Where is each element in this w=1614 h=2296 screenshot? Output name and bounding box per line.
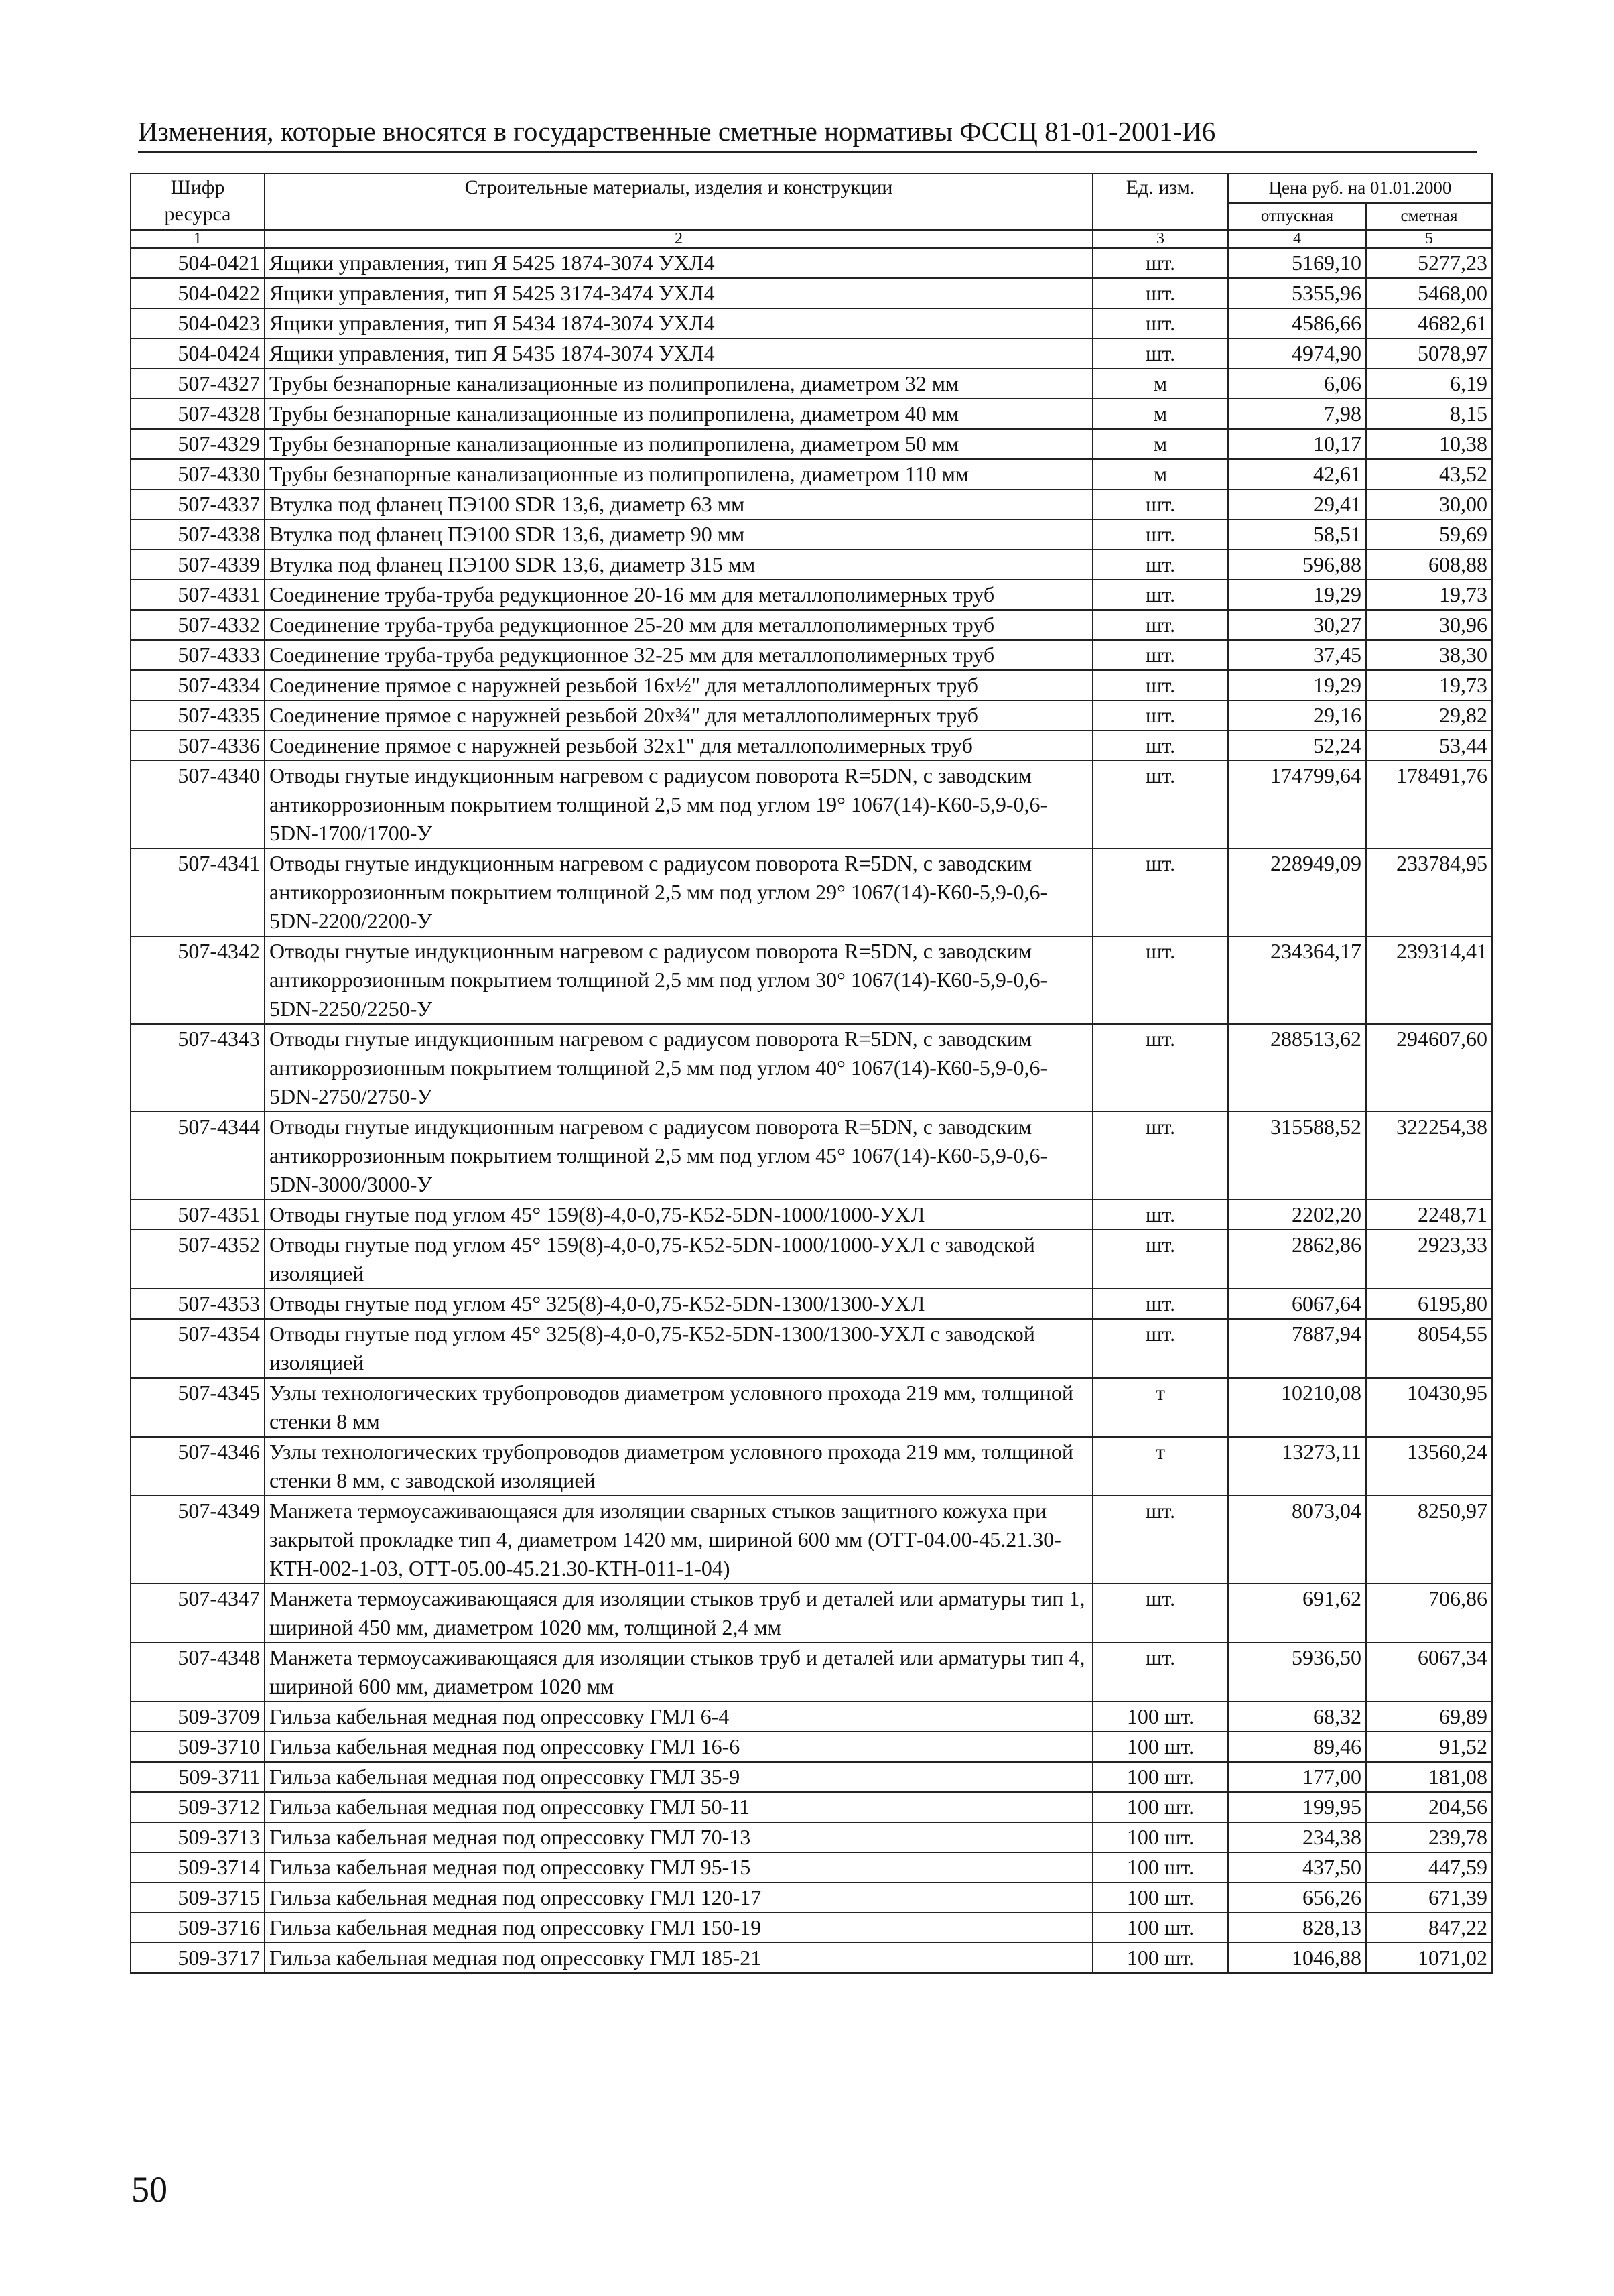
row-name: Гильза кабельная медная под опрессовку ГМЛ 6-4 <box>265 1702 1093 1732</box>
row-release-price: 13273,11 <box>1228 1437 1366 1496</box>
row-release-price: 1046,88 <box>1228 1943 1366 1973</box>
row-estimate-price: 671,39 <box>1366 1883 1492 1913</box>
column-number: 4 <box>1228 230 1366 248</box>
table-row <box>131 369 1492 399</box>
row-unit: шт. <box>1093 700 1228 730</box>
table-row <box>131 248 1492 278</box>
column-number: 2 <box>265 230 1093 248</box>
row-name: Соединение прямое с наружней резьбой 16х½" для металлополимерных труб <box>265 670 1093 700</box>
table-row <box>131 399 1492 429</box>
row-unit: шт. <box>1093 1200 1228 1230</box>
table-row <box>131 1943 1492 1973</box>
row-unit: 100 шт. <box>1093 1822 1228 1852</box>
row-name: Трубы безнапорные канализационные из полипропилена, диаметром 110 мм <box>265 459 1093 489</box>
row-name: Гильза кабельная медная под опрессовку ГМЛ 120-17 <box>265 1883 1093 1913</box>
page-number: 50 <box>131 2169 167 2210</box>
row-code: 507-4354 <box>131 1319 265 1378</box>
row-name: Гильза кабельная медная под опрессовку ГМЛ 35-9 <box>265 1762 1093 1792</box>
table-row <box>131 1702 1492 1732</box>
row-release-price: 29,41 <box>1228 489 1366 519</box>
table-row <box>131 1883 1492 1913</box>
row-estimate-price: 10,38 <box>1366 429 1492 459</box>
row-code: 507-4336 <box>131 730 265 761</box>
row-name: Гильза кабельная медная под опрессовку ГМЛ 95-15 <box>265 1852 1093 1883</box>
row-unit: шт. <box>1093 1584 1228 1643</box>
table-row <box>131 1200 1492 1230</box>
table-row <box>131 1112 1492 1200</box>
row-unit: шт. <box>1093 1496 1228 1584</box>
row-code: 507-4346 <box>131 1437 265 1496</box>
row-estimate-price: 2923,33 <box>1366 1230 1492 1289</box>
row-estimate-price: 181,08 <box>1366 1762 1492 1792</box>
row-unit: м <box>1093 399 1228 429</box>
row-code: 509-3714 <box>131 1852 265 1883</box>
row-unit: м <box>1093 429 1228 459</box>
row-estimate-price: 5078,97 <box>1366 338 1492 369</box>
column-header-name: Строительные материалы, изделия и конструкции <box>265 174 1093 230</box>
row-unit: шт. <box>1093 1319 1228 1378</box>
row-estimate-price: 447,59 <box>1366 1852 1492 1883</box>
table-row <box>131 1496 1492 1584</box>
row-unit: м <box>1093 459 1228 489</box>
row-name: Соединение труба-труба редукционное 32-25 мм для металлополимерных труб <box>265 640 1093 670</box>
table-row <box>131 1289 1492 1319</box>
table-row <box>131 278 1492 308</box>
column-header-code: Шифр ресурса <box>131 174 265 230</box>
table-row <box>131 580 1492 610</box>
row-code: 507-4352 <box>131 1230 265 1289</box>
row-name: Соединение труба-труба редукционное 25-20 мм для металлополимерных труб <box>265 610 1093 640</box>
row-estimate-price: 239314,41 <box>1366 936 1492 1024</box>
row-release-price: 30,27 <box>1228 610 1366 640</box>
row-unit: 100 шт. <box>1093 1702 1228 1732</box>
row-code: 507-4343 <box>131 1024 265 1112</box>
row-code: 507-4327 <box>131 369 265 399</box>
row-unit: шт. <box>1093 848 1228 936</box>
table-row <box>131 519 1492 550</box>
row-estimate-price: 69,89 <box>1366 1702 1492 1732</box>
row-name: Узлы технологических трубопроводов диаметром условного прохода 219 мм, толщиной стенки 8 мм <box>265 1378 1093 1437</box>
row-release-price: 691,62 <box>1228 1584 1366 1643</box>
row-code: 507-4328 <box>131 399 265 429</box>
row-code: 509-3716 <box>131 1913 265 1943</box>
row-release-price: 234364,17 <box>1228 936 1366 1024</box>
row-code: 507-4349 <box>131 1496 265 1584</box>
row-release-price: 7,98 <box>1228 399 1366 429</box>
row-release-price: 6,06 <box>1228 369 1366 399</box>
row-name: Отводы гнутые под углом 45° 159(8)-4,0-0,75-К52-5DN-1000/1000-УХЛ <box>265 1200 1093 1230</box>
table-row <box>131 1024 1492 1112</box>
row-release-price: 89,46 <box>1228 1732 1366 1762</box>
row-unit: шт. <box>1093 936 1228 1024</box>
row-name: Трубы безнапорные канализационные из полипропилена, диаметром 40 мм <box>265 399 1093 429</box>
row-estimate-price: 322254,38 <box>1366 1112 1492 1200</box>
row-unit: 100 шт. <box>1093 1943 1228 1973</box>
row-unit: шт. <box>1093 278 1228 308</box>
row-code: 509-3710 <box>131 1732 265 1762</box>
table-row <box>131 1378 1492 1437</box>
row-code: 507-4334 <box>131 670 265 700</box>
column-number: 5 <box>1366 230 1492 248</box>
row-name: Втулка под фланец ПЭ100 SDR 13,6, диаметр 90 мм <box>265 519 1093 550</box>
table-row <box>131 1732 1492 1762</box>
row-estimate-price: 5277,23 <box>1366 248 1492 278</box>
row-estimate-price: 29,82 <box>1366 700 1492 730</box>
row-unit: т <box>1093 1437 1228 1496</box>
column-header-price: Цена руб. на 01.01.2000 <box>1228 174 1492 203</box>
row-code: 507-4340 <box>131 761 265 848</box>
row-name: Манжета термоусаживающаяся для изоляции сварных стыков защитного кожуха при закрытой прокладке тип 4, диаметром 1420 мм, шириной 600 мм (ОТТ-04.00-45.21.30-КТН-002-1-03, ОТТ-05.00-45.21.30-КТН-011-1-04) <box>265 1496 1093 1584</box>
row-estimate-price: 178491,76 <box>1366 761 1492 848</box>
column-header-release-price: отпускная <box>1228 203 1366 230</box>
row-estimate-price: 30,00 <box>1366 489 1492 519</box>
row-name: Отводы гнутые под углом 45° 325(8)-4,0-0,75-К52-5DN-1300/1300-УХЛ <box>265 1289 1093 1319</box>
row-release-price: 656,26 <box>1228 1883 1366 1913</box>
row-estimate-price: 10430,95 <box>1366 1378 1492 1437</box>
row-name: Отводы гнутые индукционным нагревом с радиусом поворота R=5DN, с заводским антикоррозионным покрытием толщиной 2,5 мм под углом 19° 1067(14)-К60-5,9-0,6-5DN-1700/1700-У <box>265 761 1093 848</box>
row-estimate-price: 43,52 <box>1366 459 1492 489</box>
table-row <box>131 1319 1492 1378</box>
table-row <box>131 1913 1492 1943</box>
row-estimate-price: 2248,71 <box>1366 1200 1492 1230</box>
row-release-price: 199,95 <box>1228 1792 1366 1822</box>
row-unit: т <box>1093 1378 1228 1437</box>
row-estimate-price: 233784,95 <box>1366 848 1492 936</box>
row-release-price: 828,13 <box>1228 1913 1366 1943</box>
table-row <box>131 1822 1492 1852</box>
price-table <box>130 173 1493 1974</box>
row-unit: шт. <box>1093 550 1228 580</box>
row-name: Узлы технологических трубопроводов диаметром условного прохода 219 мм, толщиной стенки 8 мм, с заводской изоляцией <box>265 1437 1093 1496</box>
row-release-price: 19,29 <box>1228 580 1366 610</box>
row-code: 507-4345 <box>131 1378 265 1437</box>
row-name: Втулка под фланец ПЭ100 SDR 13,6, диаметр 63 мм <box>265 489 1093 519</box>
row-unit: шт. <box>1093 489 1228 519</box>
row-unit: шт. <box>1093 610 1228 640</box>
row-release-price: 10210,08 <box>1228 1378 1366 1437</box>
row-code: 507-4353 <box>131 1289 265 1319</box>
column-header-estimate-price: сметная <box>1366 203 1492 230</box>
table-row <box>131 1230 1492 1289</box>
row-release-price: 37,45 <box>1228 640 1366 670</box>
table-row <box>131 640 1492 670</box>
row-release-price: 5936,50 <box>1228 1643 1366 1702</box>
row-estimate-price: 204,56 <box>1366 1792 1492 1822</box>
row-release-price: 52,24 <box>1228 730 1366 761</box>
row-release-price: 174799,64 <box>1228 761 1366 848</box>
table-row <box>131 1437 1492 1496</box>
row-code: 509-3712 <box>131 1792 265 1822</box>
row-code: 507-4339 <box>131 550 265 580</box>
row-code: 509-3715 <box>131 1883 265 1913</box>
row-name: Соединение прямое с наружней резьбой 32х1" для металлополимерных труб <box>265 730 1093 761</box>
row-estimate-price: 1071,02 <box>1366 1943 1492 1973</box>
table-row <box>131 1584 1492 1643</box>
row-release-price: 29,16 <box>1228 700 1366 730</box>
row-unit: м <box>1093 369 1228 399</box>
row-name: Отводы гнутые индукционным нагревом с радиусом поворота R=5DN, с заводским антикоррозионным покрытием толщиной 2,5 мм под углом 30° 1067(14)-К60-5,9-0,6-5DN-2250/2250-У <box>265 936 1093 1024</box>
row-code: 509-3709 <box>131 1702 265 1732</box>
row-code: 509-3713 <box>131 1822 265 1852</box>
row-code: 507-4329 <box>131 429 265 459</box>
row-release-price: 4974,90 <box>1228 338 1366 369</box>
row-name: Ящики управления, тип Я 5425 1874-3074 УХЛ4 <box>265 248 1093 278</box>
row-release-price: 68,32 <box>1228 1702 1366 1732</box>
row-unit: 100 шт. <box>1093 1852 1228 1883</box>
row-name: Отводы гнутые индукционным нагревом с радиусом поворота R=5DN, с заводским антикоррозионным покрытием толщиной 2,5 мм под углом 40° 1067(14)-К60-5,9-0,6-5DN-2750/2750-У <box>265 1024 1093 1112</box>
row-release-price: 234,38 <box>1228 1822 1366 1852</box>
row-code: 504-0421 <box>131 248 265 278</box>
row-code: 507-4333 <box>131 640 265 670</box>
row-code: 504-0422 <box>131 278 265 308</box>
row-unit: шт. <box>1093 338 1228 369</box>
row-code: 504-0423 <box>131 308 265 338</box>
row-release-price: 437,50 <box>1228 1852 1366 1883</box>
row-name: Отводы гнутые индукционным нагревом с радиусом поворота R=5DN, с заводским антикоррозионным покрытием толщиной 2,5 мм под углом 45° 1067(14)-К60-5,9-0,6-5DN-3000/3000-У <box>265 1112 1093 1200</box>
table-row <box>131 1792 1492 1822</box>
row-release-price: 2202,20 <box>1228 1200 1366 1230</box>
row-release-price: 19,29 <box>1228 670 1366 700</box>
table-row <box>131 550 1492 580</box>
row-unit: шт. <box>1093 1289 1228 1319</box>
row-unit: 100 шт. <box>1093 1792 1228 1822</box>
table-row <box>131 730 1492 761</box>
row-code: 504-0424 <box>131 338 265 369</box>
row-estimate-price: 91,52 <box>1366 1732 1492 1762</box>
row-estimate-price: 38,30 <box>1366 640 1492 670</box>
row-name: Манжета термоусаживающаяся для изоляции стыков труб и деталей или арматуры тип 4, шириной 600 мм, диаметром 1020 мм <box>265 1643 1093 1702</box>
row-unit: шт. <box>1093 580 1228 610</box>
row-release-price: 4586,66 <box>1228 308 1366 338</box>
row-release-price: 8073,04 <box>1228 1496 1366 1584</box>
row-code: 507-4347 <box>131 1584 265 1643</box>
row-release-price: 315588,52 <box>1228 1112 1366 1200</box>
row-name: Гильза кабельная медная под опрессовку ГМЛ 50-11 <box>265 1792 1093 1822</box>
row-estimate-price: 6067,34 <box>1366 1643 1492 1702</box>
row-estimate-price: 8054,55 <box>1366 1319 1492 1378</box>
row-name: Отводы гнутые под углом 45° 159(8)-4,0-0,75-К52-5DN-1000/1000-УХЛ с заводской изоляцией <box>265 1230 1093 1289</box>
row-name: Манжета термоусаживающаяся для изоляции стыков труб и деталей или арматуры тип 1, шириной 450 мм, диаметром 1020 мм, толщиной 2,4 мм <box>265 1584 1093 1643</box>
column-header-unit: Ед. изм. <box>1093 174 1228 230</box>
row-code: 509-3711 <box>131 1762 265 1792</box>
row-code: 507-4344 <box>131 1112 265 1200</box>
row-unit: шт. <box>1093 519 1228 550</box>
row-estimate-price: 847,22 <box>1366 1913 1492 1943</box>
row-name: Трубы безнапорные канализационные из полипропилена, диаметром 32 мм <box>265 369 1093 399</box>
row-unit: шт. <box>1093 308 1228 338</box>
row-code: 507-4342 <box>131 936 265 1024</box>
row-name: Гильза кабельная медная под опрессовку ГМЛ 150-19 <box>265 1913 1093 1943</box>
row-estimate-price: 608,88 <box>1366 550 1492 580</box>
row-unit: шт. <box>1093 1112 1228 1200</box>
row-code: 507-4337 <box>131 489 265 519</box>
row-name: Соединение труба-труба редукционное 20-16 мм для металлополимерных труб <box>265 580 1093 610</box>
row-code: 507-4351 <box>131 1200 265 1230</box>
row-unit: шт. <box>1093 1643 1228 1702</box>
row-unit: шт. <box>1093 670 1228 700</box>
table-row <box>131 936 1492 1024</box>
column-number: 3 <box>1093 230 1228 248</box>
row-unit: 100 шт. <box>1093 1762 1228 1792</box>
row-code: 507-4330 <box>131 459 265 489</box>
row-estimate-price: 8250,97 <box>1366 1496 1492 1584</box>
row-name: Ящики управления, тип Я 5435 1874-3074 УХЛ4 <box>265 338 1093 369</box>
row-estimate-price: 53,44 <box>1366 730 1492 761</box>
table-row <box>131 670 1492 700</box>
row-name: Отводы гнутые индукционным нагревом с радиусом поворота R=5DN, с заводским антикоррозионным покрытием толщиной 2,5 мм под углом 29° 1067(14)-К60-5,9-0,6-5DN-2200/2200-У <box>265 848 1093 936</box>
row-estimate-price: 706,86 <box>1366 1584 1492 1643</box>
row-code: 507-4335 <box>131 700 265 730</box>
table-row <box>131 610 1492 640</box>
row-estimate-price: 19,73 <box>1366 580 1492 610</box>
row-estimate-price: 59,69 <box>1366 519 1492 550</box>
table-row <box>131 848 1492 936</box>
table-row <box>131 1762 1492 1792</box>
row-name: Трубы безнапорные канализационные из полипропилена, диаметром 50 мм <box>265 429 1093 459</box>
row-code: 507-4338 <box>131 519 265 550</box>
table-row <box>131 1643 1492 1702</box>
row-name: Отводы гнутые под углом 45° 325(8)-4,0-0,75-К52-5DN-1300/1300-УХЛ с заводской изоляцией <box>265 1319 1093 1378</box>
row-code: 507-4341 <box>131 848 265 936</box>
row-unit: 100 шт. <box>1093 1883 1228 1913</box>
row-estimate-price: 13560,24 <box>1366 1437 1492 1496</box>
row-release-price: 7887,94 <box>1228 1319 1366 1378</box>
row-name: Втулка под фланец ПЭ100 SDR 13,6, диаметр 315 мм <box>265 550 1093 580</box>
page-header-title: Изменения, которые вносятся в государственные сметные нормативы ФССЦ 81-01-2001-И6 <box>138 115 1477 153</box>
row-release-price: 10,17 <box>1228 429 1366 459</box>
row-estimate-price: 30,96 <box>1366 610 1492 640</box>
table-row <box>131 308 1492 338</box>
row-unit: 100 шт. <box>1093 1913 1228 1943</box>
row-release-price: 42,61 <box>1228 459 1366 489</box>
row-release-price: 288513,62 <box>1228 1024 1366 1112</box>
row-estimate-price: 19,73 <box>1366 670 1492 700</box>
row-unit: 100 шт. <box>1093 1732 1228 1762</box>
row-unit: шт. <box>1093 640 1228 670</box>
row-unit: шт. <box>1093 730 1228 761</box>
table-row <box>131 459 1492 489</box>
row-estimate-price: 4682,61 <box>1366 308 1492 338</box>
row-estimate-price: 294607,60 <box>1366 1024 1492 1112</box>
row-release-price: 177,00 <box>1228 1762 1366 1792</box>
row-release-price: 2862,86 <box>1228 1230 1366 1289</box>
table-row <box>131 429 1492 459</box>
table-row <box>131 700 1492 730</box>
row-estimate-price: 8,15 <box>1366 399 1492 429</box>
row-code: 509-3717 <box>131 1943 265 1973</box>
row-name: Ящики управления, тип Я 5434 1874-3074 УХЛ4 <box>265 308 1093 338</box>
row-release-price: 228949,09 <box>1228 848 1366 936</box>
row-name: Ящики управления, тип Я 5425 3174-3474 УХЛ4 <box>265 278 1093 308</box>
row-estimate-price: 6195,80 <box>1366 1289 1492 1319</box>
row-unit: шт. <box>1093 248 1228 278</box>
row-unit: шт. <box>1093 1024 1228 1112</box>
row-estimate-price: 239,78 <box>1366 1822 1492 1852</box>
row-name: Гильза кабельная медная под опрессовку ГМЛ 16-6 <box>265 1732 1093 1762</box>
row-estimate-price: 6,19 <box>1366 369 1492 399</box>
row-code: 507-4348 <box>131 1643 265 1702</box>
row-name: Гильза кабельная медная под опрессовку ГМЛ 185-21 <box>265 1943 1093 1973</box>
row-name: Соединение прямое с наружней резьбой 20х¾" для металлополимерных труб <box>265 700 1093 730</box>
row-release-price: 5169,10 <box>1228 248 1366 278</box>
row-release-price: 5355,96 <box>1228 278 1366 308</box>
table-row <box>131 338 1492 369</box>
table-row <box>131 761 1492 848</box>
column-number: 1 <box>131 230 265 248</box>
row-release-price: 6067,64 <box>1228 1289 1366 1319</box>
row-unit: шт. <box>1093 1230 1228 1289</box>
row-release-price: 58,51 <box>1228 519 1366 550</box>
row-release-price: 596,88 <box>1228 550 1366 580</box>
row-code: 507-4332 <box>131 610 265 640</box>
row-unit: шт. <box>1093 761 1228 848</box>
row-code: 507-4331 <box>131 580 265 610</box>
row-estimate-price: 5468,00 <box>1366 278 1492 308</box>
table-row <box>131 1852 1492 1883</box>
row-name: Гильза кабельная медная под опрессовку ГМЛ 70-13 <box>265 1822 1093 1852</box>
table-row <box>131 489 1492 519</box>
